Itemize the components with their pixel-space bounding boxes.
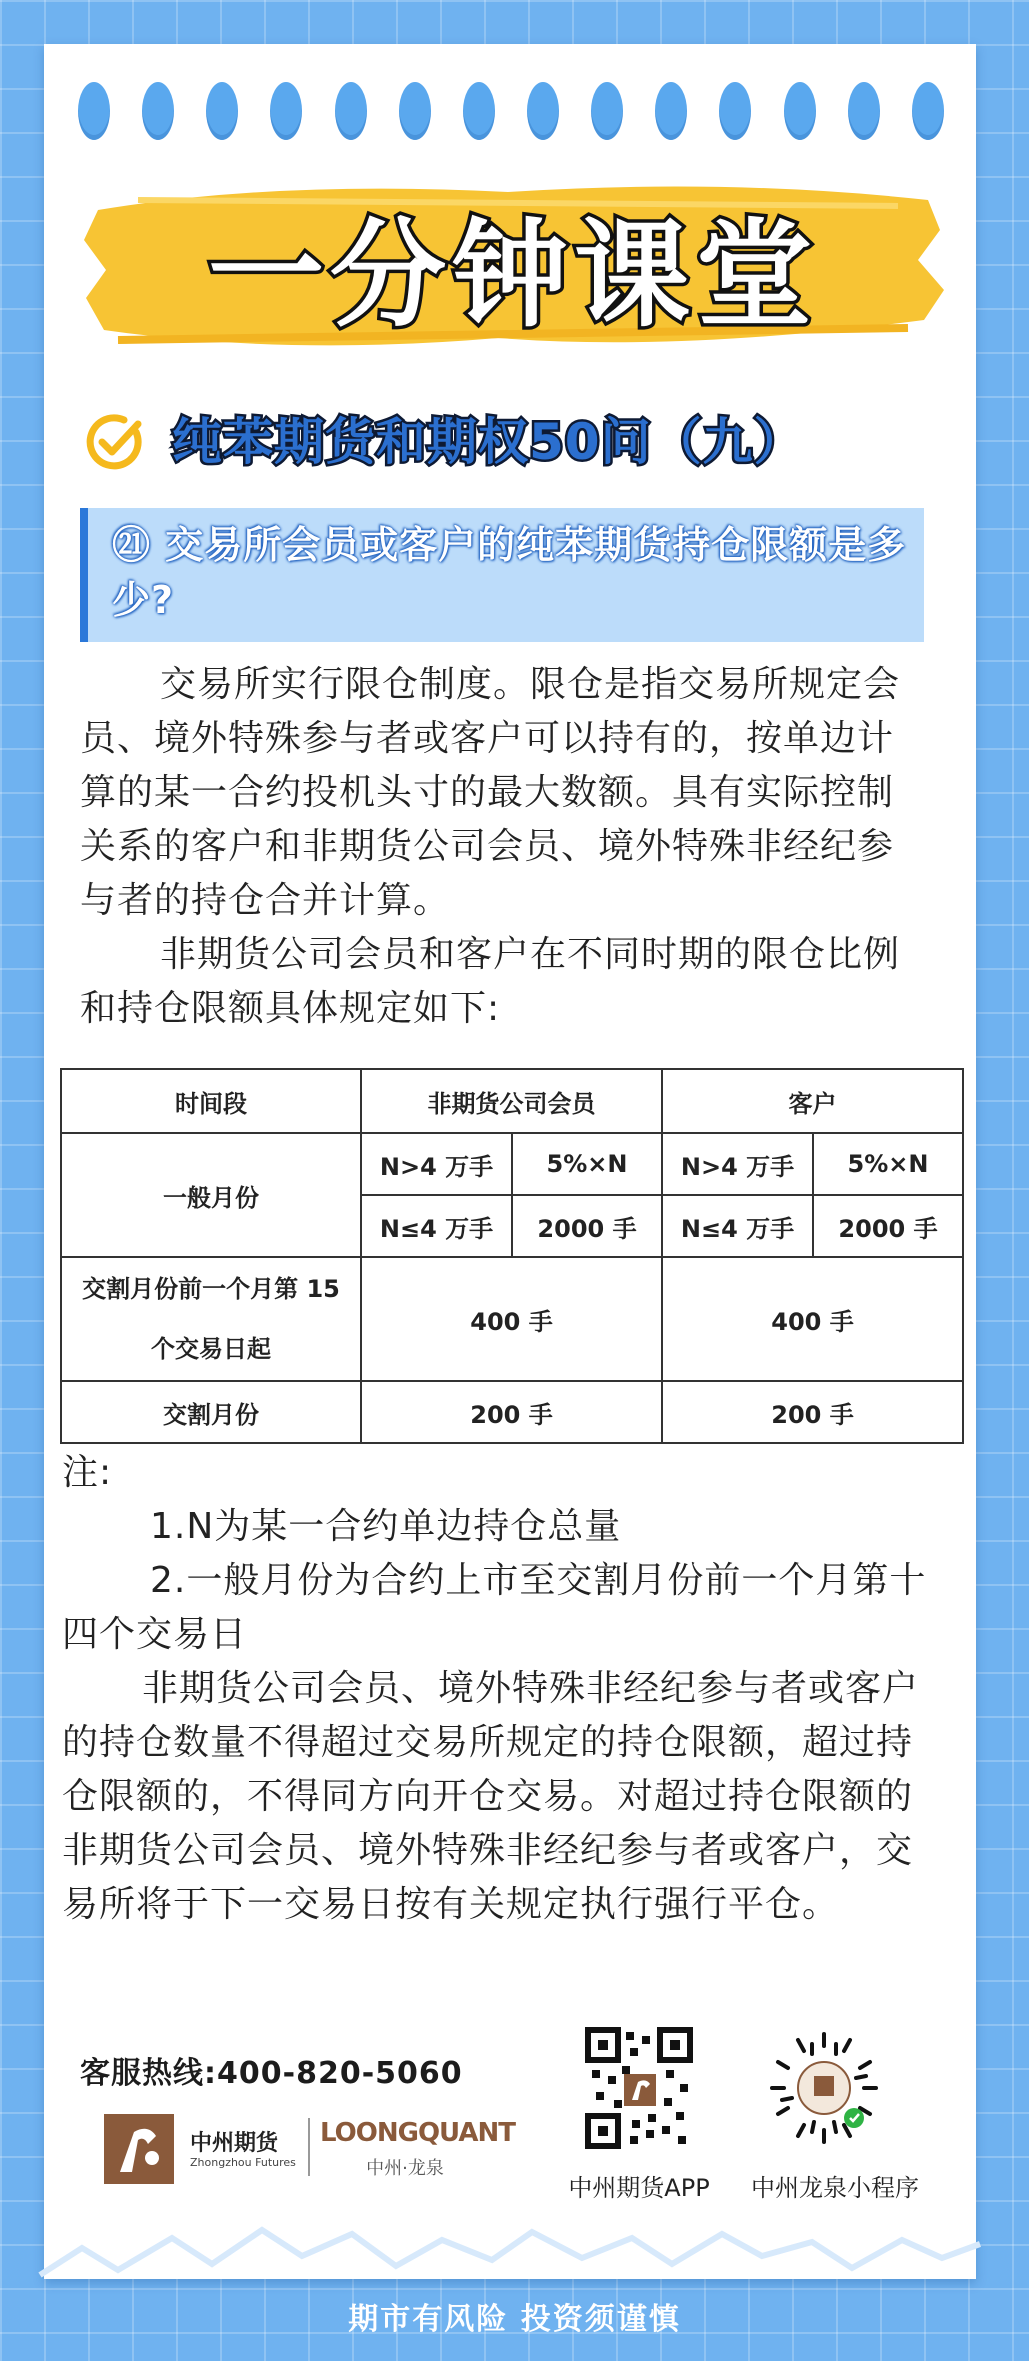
binder-hole [784, 82, 816, 140]
app-qr-code [584, 2026, 694, 2150]
table-row-label: 交割月份 [61, 1381, 361, 1443]
table-row-label: 交割月份前一个月第 15 个交易日起 [61, 1257, 361, 1381]
intro-text [80, 658, 920, 1036]
intro-paragraph-1: 交易所实行限仓制度。限仓是指交易所规定会员、境外特殊参与者或客户可以持有的，按单边计算的某一合约投机头寸的最大数额。具有实际控制关系的客户和非期货公司会员、境外特殊非经纪参与者的持仓合并计算。 [80, 664, 901, 921]
table-cell: N≤4 万手 [361, 1195, 512, 1257]
qr-label-mini-program: 中州龙泉小程序 [751, 2174, 919, 2202]
binder-hole [78, 82, 110, 140]
table-row-label: 一般月份 [61, 1133, 361, 1257]
binder-hole [335, 82, 367, 140]
table-cell: 200 手 [662, 1381, 963, 1443]
notes-label: 注: [62, 1452, 113, 1493]
qr-label-app: 中州期货APP [568, 2174, 710, 2202]
subtitle: 纯苯期货和期权50问（九） [172, 413, 805, 471]
binder-holes [78, 82, 944, 144]
binder-hole [655, 82, 687, 140]
note-2: 2.一般月份为合约上市至交割月份前一个月第十四个交易日 [62, 1560, 927, 1655]
page-title: 一分钟课堂 [208, 207, 818, 343]
table-row [61, 1133, 963, 1195]
brand-name: 中州期货 [190, 2131, 279, 2156]
brand-name-en: Zhongzhou Futures [190, 2156, 296, 2169]
mini-program-code [766, 2026, 882, 2150]
binder-hole [142, 82, 174, 140]
table-header-row [61, 1069, 963, 1133]
table-cell: N>4 万手 [361, 1133, 512, 1195]
check-circle-icon [84, 412, 144, 472]
binder-hole [527, 82, 559, 140]
logo-divider [308, 2118, 310, 2176]
partner-name-cn: 中州·龙泉 [366, 2158, 444, 2179]
brand-logos [104, 2112, 515, 2188]
table-header-cell: 非期货公司会员 [361, 1069, 662, 1133]
table-row [61, 1381, 963, 1443]
notes-section [62, 1446, 942, 1932]
table-header-cell: 客户 [662, 1069, 963, 1133]
question-text: ㉑ 交易所会员或客户的纯苯期货持仓限额是多少? [112, 523, 907, 622]
table-cell: 200 手 [361, 1381, 662, 1443]
binder-hole [463, 82, 495, 140]
binder-hole [270, 82, 302, 140]
table-row [61, 1257, 963, 1381]
zhongzhou-logo-icon [104, 2114, 174, 2184]
question-box [80, 508, 924, 642]
intro-paragraph-2: 非期货公司会员和客户在不同时期的限仓比例和持仓限额具体规定如下: [80, 934, 901, 1029]
binder-hole [719, 82, 751, 140]
table-cell: N>4 万手 [662, 1133, 813, 1195]
service-hotline: 客服热线:400-820-5060 [80, 2056, 463, 2091]
table-cell: 400 手 [361, 1257, 662, 1381]
risk-disclaimer: 期市有风险 投资须谨慎 [348, 2302, 681, 2337]
table-cell: N≤4 万手 [662, 1195, 813, 1257]
notes-paragraph: 非期货公司会员、境外特殊非经纪参与者或客户的持仓数量不得超过交易所规定的持仓限额，超过持仓限额的，不得同方向开仓交易。对超过持仓限额的非期货公司会员、境外特殊非经纪参与者或客户，交易所将于下一交易日按有关规定执行强行平仓。 [62, 1668, 920, 1925]
note-1: 1.N为某一合约单边持仓总量 [150, 1506, 622, 1547]
table-cell: 2000 手 [813, 1195, 963, 1257]
binder-hole [591, 82, 623, 140]
binder-hole [399, 82, 431, 140]
table-cell: 400 手 [662, 1257, 963, 1381]
binder-hole [206, 82, 238, 140]
table-cell: 2000 手 [512, 1195, 662, 1257]
position-limit-table [60, 1068, 964, 1444]
table-cell: 5%×N [512, 1133, 662, 1195]
binder-hole [912, 82, 944, 140]
binder-hole [848, 82, 880, 140]
table-cell: 5%×N [813, 1133, 963, 1195]
partner-name-en: LOONGQUANT [320, 2118, 515, 2148]
table-header-cell: 时间段 [61, 1069, 361, 1133]
